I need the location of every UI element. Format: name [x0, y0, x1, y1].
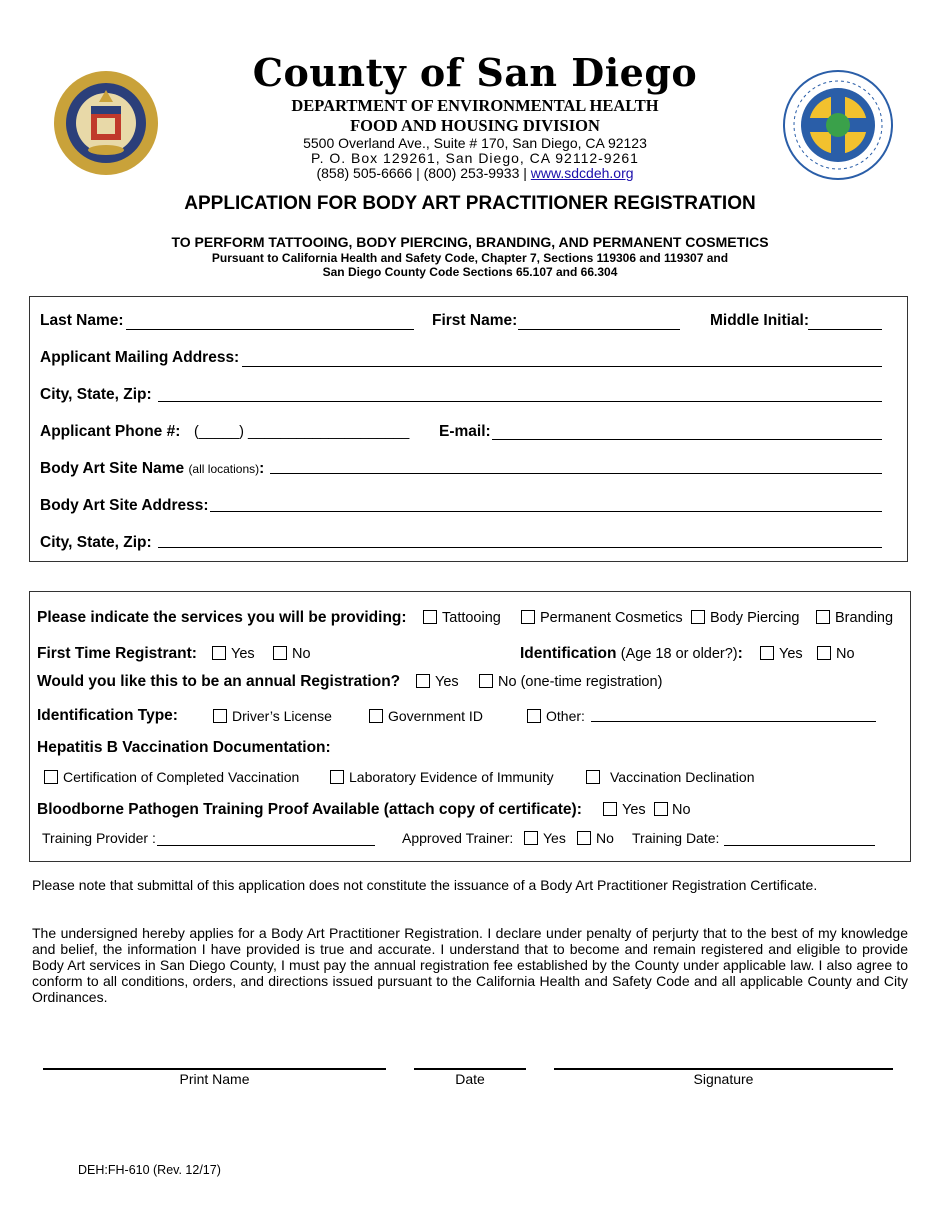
mailing-address-field[interactable]	[242, 366, 882, 367]
site-name-field[interactable]	[270, 473, 882, 474]
hepatitis-label: Hepatitis B Vaccination Documentation:	[37, 739, 331, 756]
lab-evidence-checkbox[interactable]	[330, 769, 554, 785]
checkbox-icon	[691, 610, 705, 624]
checkbox-icon	[816, 610, 830, 624]
deh-seal-icon	[783, 70, 893, 180]
checkbox-icon	[44, 770, 58, 784]
phone-numbers: (858) 505-6666 | (800) 253-9933 |	[316, 165, 527, 181]
approved-trainer-label: Approved Trainer:	[402, 830, 514, 846]
code-line-1: Pursuant to California Health and Safety Code, Chapter 7, Sections 119306 and 119307 and	[211, 251, 729, 265]
annual-label: Would you like this to be an annual Registration?	[37, 673, 401, 690]
yes-label: Yes	[779, 646, 803, 662]
email-label: E-mail:	[439, 423, 491, 440]
annual-no-checkbox[interactable]	[479, 674, 662, 690]
other-id-field[interactable]	[591, 721, 876, 722]
website-link[interactable]: www.sdcdeh.org	[530, 165, 634, 181]
training-provider-label: Training Provider :	[42, 830, 156, 846]
declaration-text: The undersigned hereby applies for a Body Art Practitioner Registration. I declare under penalty of perjurty that to the best of my knowledge and belief, the information I have provided is true and accurate. I understand that to become and remain registered and eligible to provide Body Art services in San Diego County, I must pay the annual registration fee established by the County under applicable law. I also agree to conform to all conditions, orders, and directions issued pursuant to the California Health and Safety Code and all applicable County and City Ordinances.	[32, 925, 908, 1005]
training-provider-field[interactable]	[157, 845, 375, 846]
checkbox-icon	[527, 709, 541, 723]
contact-line	[240, 165, 710, 181]
certification-label: Certification of Completed Vaccination	[63, 769, 300, 785]
address-line-1: 5500 Overland Ave., Suite # 170, San Diego, CA 92123	[303, 135, 647, 151]
site-address-field[interactable]	[210, 511, 882, 512]
print-name-label: Print Name	[179, 1071, 250, 1087]
form-title: APPLICATION FOR BODY ART PRACTITIONER REGISTRATION	[184, 193, 756, 214]
first-time-yes-checkbox[interactable]	[212, 646, 255, 662]
site-name-note: (all locations)	[188, 462, 260, 476]
body-piercing-checkbox[interactable]	[691, 610, 799, 626]
county-title: County of San Diego	[252, 50, 698, 95]
other-id-label: Other:	[546, 708, 585, 724]
department-name: DEPARTMENT OF ENVIRONMENTAL HEALTH	[291, 96, 659, 115]
checkbox-icon	[521, 610, 535, 624]
site-address-label: Body Art Site Address:	[40, 497, 209, 514]
identification-note: (Age 18 or older?)	[620, 646, 738, 662]
site-name-colon: :	[259, 460, 265, 477]
lab-evidence-label: Laboratory Evidence of Immunity	[349, 769, 554, 785]
print-name-line[interactable]	[43, 1068, 386, 1070]
site-city-state-zip-label: City, State, Zip:	[40, 534, 152, 551]
permanent-cosmetics-label: Permanent Cosmetics	[540, 610, 683, 626]
county-seal-icon	[53, 70, 159, 176]
site-city-state-zip-field[interactable]	[158, 547, 882, 548]
mailing-address-label: Applicant Mailing Address:	[40, 349, 240, 366]
division-name: FOOD AND HOUSING DIVISION	[350, 116, 600, 135]
branding-label: Branding	[835, 610, 894, 626]
identification-colon: :	[737, 645, 743, 662]
site-name-label	[40, 460, 264, 478]
yes-label: Yes	[231, 646, 255, 662]
checkbox-icon	[212, 646, 226, 660]
phone-field[interactable]: (_____) ____________________	[194, 424, 410, 440]
checkbox-icon	[369, 709, 383, 723]
government-id-label: Government ID	[388, 708, 483, 724]
identification-no-checkbox[interactable]	[817, 646, 855, 662]
first-name-label: First Name:	[432, 312, 518, 329]
training-date-field[interactable]	[724, 845, 875, 846]
services-section	[29, 591, 911, 862]
yes-label: Yes	[622, 802, 646, 818]
checkbox-icon	[330, 770, 344, 784]
middle-initial-field[interactable]	[808, 329, 882, 330]
body-piercing-label: Body Piercing	[710, 610, 800, 626]
first-name-field[interactable]	[518, 329, 680, 330]
first-time-no-checkbox[interactable]	[273, 646, 311, 662]
approved-trainer-yes-checkbox[interactable]	[524, 830, 566, 846]
checkbox-icon	[577, 831, 591, 845]
identification-label	[520, 645, 743, 663]
address-line-2: P. O. Box 129261, San Diego, CA 92112-9261	[311, 150, 639, 166]
middle-initial-label: Middle Initial:	[710, 312, 810, 329]
annual-no-label: No (one-time registration)	[498, 674, 663, 690]
checkbox-icon	[817, 646, 831, 660]
yes-label: Yes	[435, 674, 459, 690]
no-label: No	[672, 802, 691, 818]
bbp-label: Bloodborne Pathogen Training Proof Available (attach copy of certificate):	[37, 801, 582, 818]
yes-label: Yes	[543, 830, 566, 846]
bbp-yes-checkbox[interactable]	[603, 802, 646, 818]
email-field[interactable]	[492, 439, 882, 440]
no-label: No	[292, 646, 311, 662]
date-line[interactable]	[414, 1068, 526, 1070]
checkbox-icon	[654, 802, 668, 816]
other-id-checkbox[interactable]	[527, 708, 585, 724]
checkbox-icon	[213, 709, 227, 723]
form-subtitle: TO PERFORM TATTOOING, BODY PIERCING, BRANDING, AND PERMANENT COSMETICS	[171, 234, 769, 250]
branding-checkbox[interactable]	[816, 610, 893, 626]
drivers-license-label: Driver’s License	[232, 708, 332, 724]
tattooing-checkbox[interactable]	[423, 610, 501, 626]
checkbox-icon	[416, 674, 430, 688]
tattooing-label: Tattooing	[442, 610, 501, 626]
checkbox-icon	[273, 646, 287, 660]
government-id-checkbox[interactable]	[369, 708, 483, 724]
approved-trainer-no-checkbox[interactable]	[577, 830, 614, 846]
no-label: No	[596, 830, 614, 846]
drivers-license-checkbox[interactable]	[213, 708, 332, 724]
last-name-field[interactable]	[126, 329, 414, 330]
services-label: Please indicate the services you will be providing:	[37, 609, 407, 626]
identification-text: Identification	[520, 645, 617, 662]
identification-yes-checkbox[interactable]	[760, 646, 803, 662]
id-type-label: Identification Type:	[37, 707, 178, 724]
training-date-label: Training Date:	[632, 830, 720, 846]
city-state-zip-field[interactable]	[158, 401, 882, 402]
bbp-no-checkbox[interactable]	[654, 802, 691, 818]
certification-checkbox[interactable]	[44, 769, 299, 785]
permanent-cosmetics-checkbox[interactable]	[521, 610, 683, 626]
phone-label: Applicant Phone #:	[40, 423, 181, 440]
checkbox-icon	[760, 646, 774, 660]
code-line-2: San Diego County Code Sections 65.107 and 66.304	[322, 265, 618, 279]
checkbox-icon	[524, 831, 538, 845]
checkbox-icon	[479, 674, 493, 688]
checkbox-icon	[423, 610, 437, 624]
no-label: No	[836, 646, 855, 662]
checkbox-icon	[603, 802, 617, 816]
site-name-text: Body Art Site Name	[40, 460, 185, 477]
date-label: Date	[455, 1071, 485, 1087]
submittal-note: Please note that submittal of this application does not constitute the issuance of a Body Art Practitioner Registration Certificate.	[32, 877, 818, 893]
vaccination-declination-label: Vaccination Declination	[610, 769, 755, 785]
form-number: DEH:FH-610 (Rev. 12/17)	[78, 1163, 221, 1177]
city-state-zip-label: City, State, Zip:	[40, 386, 152, 403]
first-time-label: First Time Registrant:	[37, 645, 197, 662]
signature-label: Signature	[693, 1071, 754, 1087]
annual-yes-checkbox[interactable]	[416, 674, 459, 690]
checkbox-icon	[586, 770, 600, 784]
signature-line[interactable]	[554, 1068, 893, 1070]
last-name-label: Last Name:	[40, 312, 124, 329]
vaccination-declination-checkbox[interactable]	[586, 769, 755, 785]
